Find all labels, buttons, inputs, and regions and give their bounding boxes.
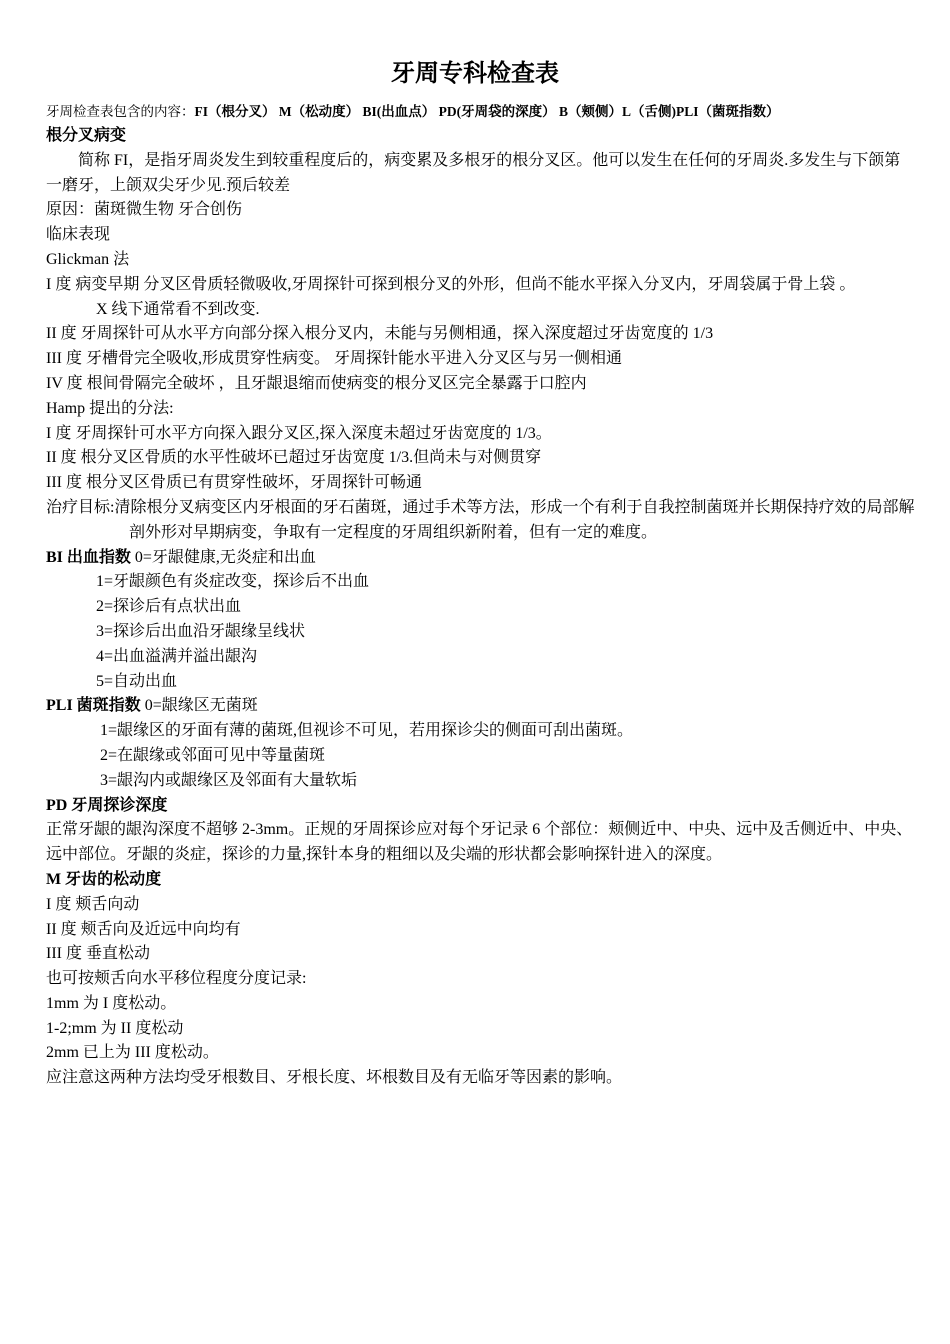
glickman-degree-1-cont: X 线下通常看不到改变. [96,300,260,318]
bi-level-0: 0=牙龈健康,无炎症和出血 [130,548,316,566]
glickman-title: Glickman 法 [46,250,130,268]
bi-level: 4=出血溢满并溢出龈沟 [96,647,258,665]
fi-cause: 原因：菌斑微生物 牙合创伤 [46,201,243,219]
pli-heading: PLI 菌斑指数 [46,697,141,715]
m-line: 1-2;mm 为 II 度松动 [46,1019,184,1037]
pli-level: 1=龈缘区的牙面有薄的菌斑,但视诊不可见，若用探诊尖的侧面可刮出菌斑。 [100,722,634,740]
page-title: 牙周专科检查表 [391,61,559,87]
m-line: 也可按颊舌向水平移位程度分度记录: [46,970,307,988]
bi-level-0-line [46,546,916,571]
bi-level: 1=牙龈颜色有炎症改变，探诊后不出血 [96,573,370,591]
intro-prefix: 牙周检查表包含的内容： [46,104,195,119]
m-line: I 度 颊舌向动 [46,895,140,913]
pd-text: 正常牙龈的龈沟深度不超够 2-3mm。正规的牙周探诊应对每个牙记录 6 个部位：颊侧近中、中央、远中及舌侧近中、中央、远中部位。牙龈的炎症，探诊的力量,探针本身的粗细以及尖端的形状都会影响探针进入的深度。 [46,821,913,864]
bi-level: 5=自动出血 [96,672,178,690]
document-body [46,124,916,1091]
glickman-degree-4: IV 度 根间骨隔完全破坏 ，且牙龈退缩而使病变的根分叉区完全暴露于口腔内 [46,374,587,392]
pli-level: 3=龈沟内或龈缘区及邻面有大量软垢 [100,771,358,789]
fi-definition: 简称 FI，是指牙周炎发生到较重程度后的，病变累及多根牙的根分叉区。他可以发生在任何的牙周炎.多发生与下颌第一磨牙，上颌双尖牙少见.预后较差 [46,151,901,194]
fi-clinical: 临床表现 [46,226,111,244]
bi-heading: BI 出血指数 [46,548,131,566]
m-line: 2mm 已上为 III 度松动。 [46,1044,219,1062]
hamp-degree-2: II 度 根分叉区骨质的水平性破坏已超过牙齿宽度 1/3.但尚未与对侧贯穿 [46,449,542,467]
m-line: II 度 颊舌向及近远中向均有 [46,920,241,938]
pli-level-0-line [46,694,916,719]
fi-treatment: 治疗目标:清除根分叉病变区内牙根面的牙石菌斑，通过手术等方法，形成一个有利于自我控制菌斑并长期保持疗效的局部解剖外形对早期病变，争取有一定程度的牙周组织新附着，但有一定的难度。 [46,498,915,541]
intro-line [46,102,926,122]
intro-items: FI（根分叉） M（松动度） BI(出血点） PD(牙周袋的深度） B（颊侧）L（舌侧)PLI（菌斑指数） [194,104,780,119]
hamp-degree-1: I 度 牙周探针可水平方向探入跟分叉区,探入深度未超过牙齿宽度的 1/3。 [46,424,552,442]
pli-level-0: 0=龈缘区无菌斑 [140,697,258,715]
pd-heading: PD 牙周探诊深度 [46,796,168,814]
m-line: III 度 垂直松动 [46,945,150,963]
pli-level: 2=在龈缘或邻面可见中等量菌斑 [100,746,326,764]
m-line: 1mm 为 I 度松动。 [46,994,177,1012]
glickman-degree-2: II 度 牙周探针可从水平方向部分探入根分叉内，未能与另侧相通，探入深度超过牙齿宽度的 1/3 [46,325,714,343]
glickman-degree-1: I 度 病变早期 分叉区骨质轻微吸收,牙周探针可探到根分叉的外形，但尚不能水平探入分叉内，牙周袋属于骨上袋 。 [46,275,856,293]
fi-heading: 根分叉病变 [46,127,127,144]
m-heading: M 牙齿的松动度 [46,870,162,888]
bi-level: 3=探诊后出血沿牙龈缘呈线状 [96,622,306,640]
hamp-title: Hamp 提出的分法: [46,399,174,417]
glickman-degree-3: III 度 牙槽骨完全吸收,形成贯穿性病变。 牙周探针能水平进入分叉区与另一侧相通 [46,350,622,368]
bi-level: 2=探诊后有点状出血 [96,598,242,616]
m-line: 应注意这两种方法均受牙根数目、牙根长度、坏根数目及有无临牙等因素的影响。 [46,1069,623,1087]
hamp-degree-3: III 度 根分叉区骨质已有贯穿性破坏，牙周探针可畅通 [46,474,422,492]
